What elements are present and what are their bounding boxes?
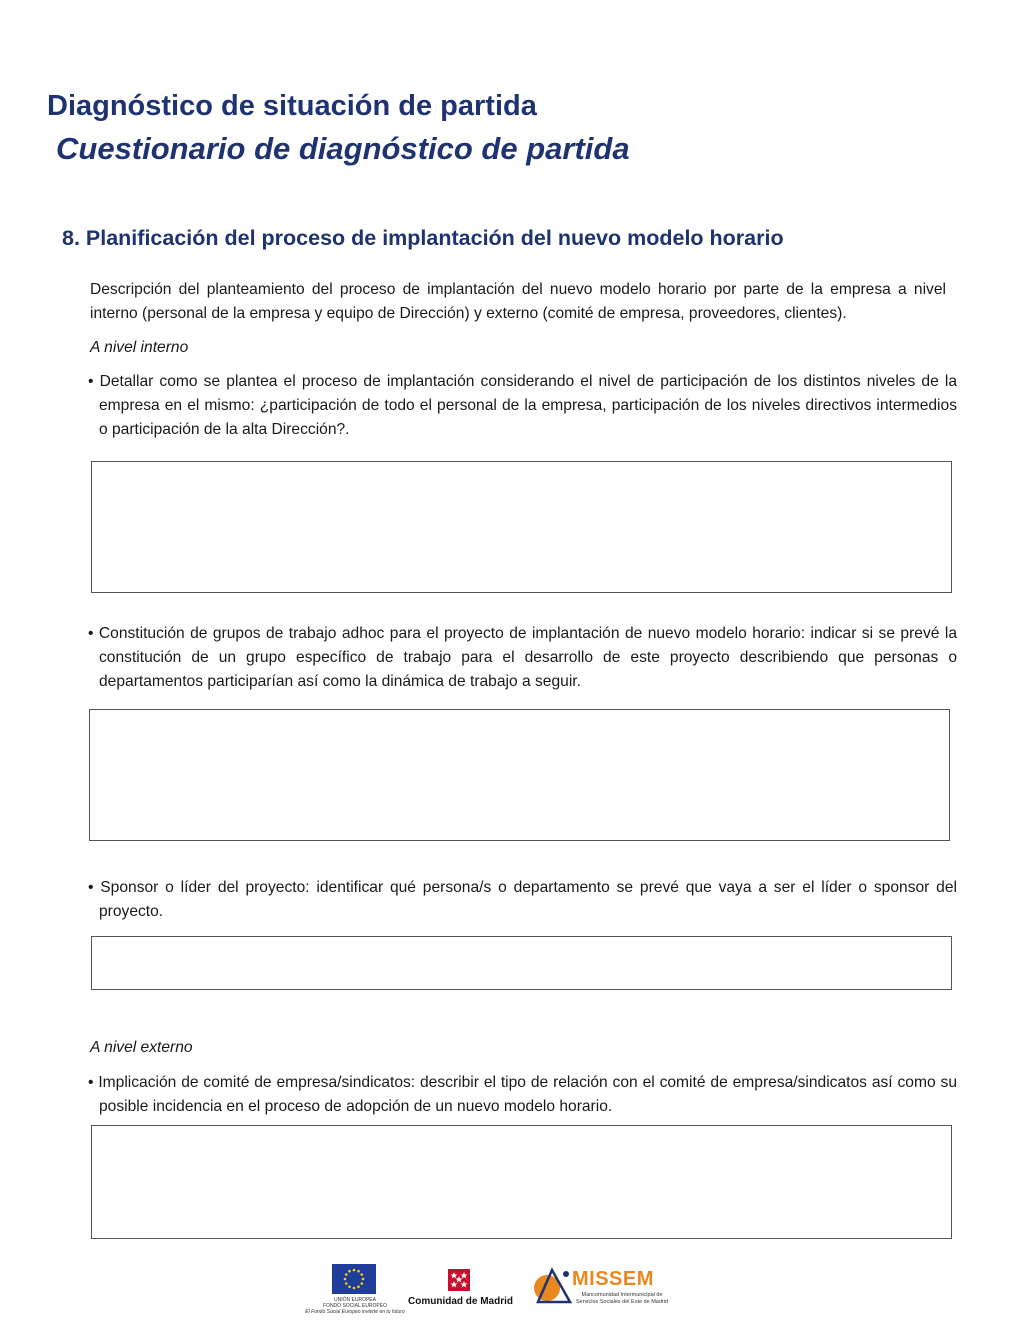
madrid-name: Comunidad de Madrid: [408, 1296, 513, 1307]
eu-line2: FONDO SOCIAL EUROPEO: [323, 1303, 387, 1309]
footer-logos: [305, 1262, 675, 1317]
section-heading: 8. Planificación del proceso de implantación del nuevo modelo horario: [62, 226, 784, 250]
answer-box-work-groups[interactable]: [89, 709, 950, 841]
missem-name: MISSEM: [572, 1268, 654, 1290]
eu-logo: [305, 1262, 405, 1317]
page-subtitle: Cuestionario de diagnóstico de partida: [56, 131, 630, 166]
eu-flag-icon: [332, 1264, 376, 1294]
missem-mark-icon: [532, 1266, 574, 1306]
question-union-involvement: • Implicación de comité de empresa/sindicatos: describir el tipo de relación con el comité de empresa/sindicatos así como su posible incidencia en el proceso de adopción de un nuevo modelo horario.: [88, 1074, 957, 1115]
question-sponsor: • Sponsor o líder del proyecto: identificar qué persona/s o departamento se prevé que vaya a ser el líder o sponsor del proyecto.: [88, 879, 957, 920]
missem-subtitle: Mancomunidad Intermunicipal de Servicios Sociales del Este de Madrid: [576, 1292, 669, 1305]
internal-label: A nivel interno: [90, 339, 189, 356]
section-intro: Descripción del planteamiento del proceso de implantación del nuevo modelo horario por parte de la empresa a nivel interno (personal de la empresa y equipo de Dirección) y externo (comité de empresa, proveedores, clientes).: [90, 281, 946, 322]
external-label: A nivel externo: [90, 1039, 193, 1056]
answer-box-sponsor[interactable]: [91, 936, 952, 990]
question-participation: • Detallar como se plantea el proceso de implantación considerando el nivel de participación de los distintos niveles de la empresa en el mismo: ¿participación de todo el personal de la empresa, participación de los niveles directivos intermedios o participación de la alta Dirección?.: [88, 373, 957, 438]
answer-box-participation[interactable]: [91, 461, 952, 593]
missem-logo: [532, 1262, 672, 1317]
madrid-flag-icon: [448, 1269, 470, 1291]
eu-line3: El Fondo Social Europeo invierte en tu futuro: [305, 1309, 405, 1315]
question-work-groups: • Constitución de grupos de trabajo adhoc para el proyecto de implantación de nuevo modelo horario: indicar si se prevé la constitución de un grupo específico de trabajo para el desarrollo de este proyecto describiendo que personas o departamentos participarían así como la dinámica de trabajo a seguir.: [88, 625, 957, 690]
eu-line1: UNIÓN EUROPEA: [334, 1297, 376, 1303]
answer-box-union-involvement[interactable]: [91, 1125, 952, 1239]
page-title: Diagnóstico de situación de partida: [47, 90, 537, 122]
madrid-logo: [398, 1267, 523, 1312]
